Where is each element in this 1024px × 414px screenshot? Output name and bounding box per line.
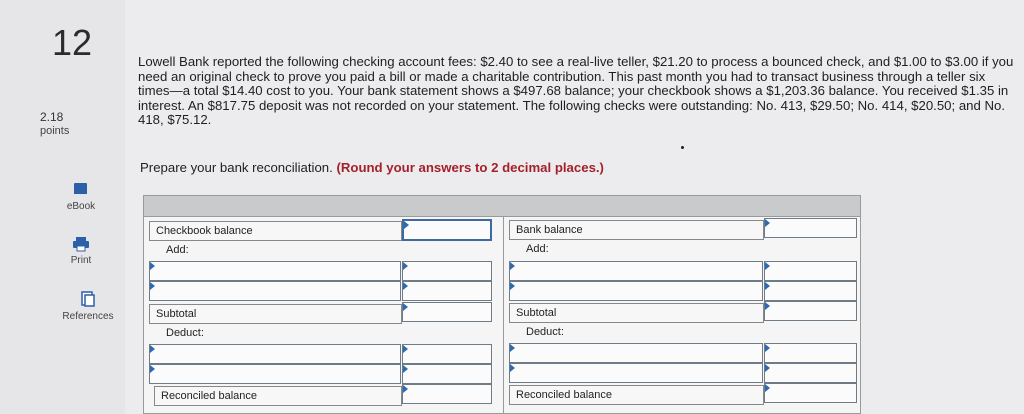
checkbook-add-amount-2[interactable] xyxy=(402,281,492,301)
bank-reconciliation-table xyxy=(143,195,861,414)
bank-deduct-amount-1[interactable] xyxy=(764,343,857,363)
bank-add-desc-1[interactable] xyxy=(509,261,763,281)
bank-subtotal-input[interactable] xyxy=(764,301,857,321)
bank-reconciled-input[interactable] xyxy=(764,383,857,403)
bank-balance-label: Bank balance xyxy=(509,220,764,240)
references-icon xyxy=(79,290,97,308)
bank-deduct-desc-2[interactable] xyxy=(509,363,763,383)
bank-subtotal-label: Subtotal xyxy=(509,303,764,323)
bank-reconciled-label: Reconciled balance xyxy=(509,385,764,405)
checkbook-deduct-desc-1[interactable] xyxy=(149,344,401,364)
checkbook-subtotal-label: Subtotal xyxy=(149,304,402,324)
question-number: 12 xyxy=(52,22,93,63)
points-label: points xyxy=(40,125,70,137)
points-value: 2.18 xyxy=(40,110,64,124)
checkbook-deduct-amount-2[interactable] xyxy=(402,364,492,384)
ebook-icon xyxy=(72,182,90,198)
checkbook-reconciled-label: Reconciled balance xyxy=(154,386,402,406)
checkbook-add-label: Add: xyxy=(166,244,189,256)
instruction-emphasis: (Round your answers to 2 decimal places.) xyxy=(336,160,604,175)
bank-balance-input[interactable] xyxy=(764,218,857,238)
print-label: Print xyxy=(70,255,92,266)
bank-deduct-amount-2[interactable] xyxy=(764,363,857,383)
bank-add-label: Add: xyxy=(526,243,549,255)
references-label: References xyxy=(62,311,114,322)
ebook-label: eBook xyxy=(66,201,96,212)
bank-deduct-label: Deduct: xyxy=(526,326,564,338)
bank-add-amount-1[interactable] xyxy=(764,261,857,281)
instruction-text: Prepare your bank reconciliation. xyxy=(140,160,337,175)
checkbook-deduct-amount-1[interactable] xyxy=(402,344,492,364)
checkbook-balance-input[interactable] xyxy=(402,219,492,241)
bank-add-amount-2[interactable] xyxy=(764,281,857,301)
problem-text: Lowell Bank reported the following checking account fees: $2.40 to see a real-live teller, $21.20 to process a bounced check, and $1.00 to $3.00 if you need an original check to prove you paid a bill or made a charitable contribution. This past month you had to transact business through a teller six times—a total $14.40 cost to you. Your bank statement shows a $497.68 balance; your checkbook shows a $1,203.36 balance. You received $1.35 in interest. An $817.75 deposit was not recorded on your statement. The following checks were outstanding: No. 413, $29.50; No. 414, $20.50; and No. 418, $75.12. xyxy=(138,54,1014,128)
bank-deduct-desc-1[interactable] xyxy=(509,343,763,363)
ebook-button[interactable] xyxy=(36,182,126,212)
checkbook-balance-label: Checkbook balance xyxy=(149,221,402,241)
checkbook-reconciled-input[interactable] xyxy=(402,384,492,404)
question-sidebar xyxy=(0,0,125,414)
checkbook-deduct-label: Deduct: xyxy=(166,327,204,339)
bank-add-desc-2[interactable] xyxy=(509,281,763,301)
checkbook-add-desc-1[interactable] xyxy=(149,261,401,281)
checkbook-subtotal-input[interactable] xyxy=(402,302,492,322)
references-button[interactable] xyxy=(43,290,133,322)
stray-dot xyxy=(681,146,684,149)
printer-icon xyxy=(72,236,90,252)
checkbook-deduct-desc-2[interactable] xyxy=(149,364,401,384)
checkbook-add-amount-1[interactable] xyxy=(402,261,492,281)
instruction xyxy=(140,160,604,175)
print-button[interactable] xyxy=(36,236,126,266)
table-header xyxy=(144,196,860,217)
checkbook-add-desc-2[interactable] xyxy=(149,281,401,301)
